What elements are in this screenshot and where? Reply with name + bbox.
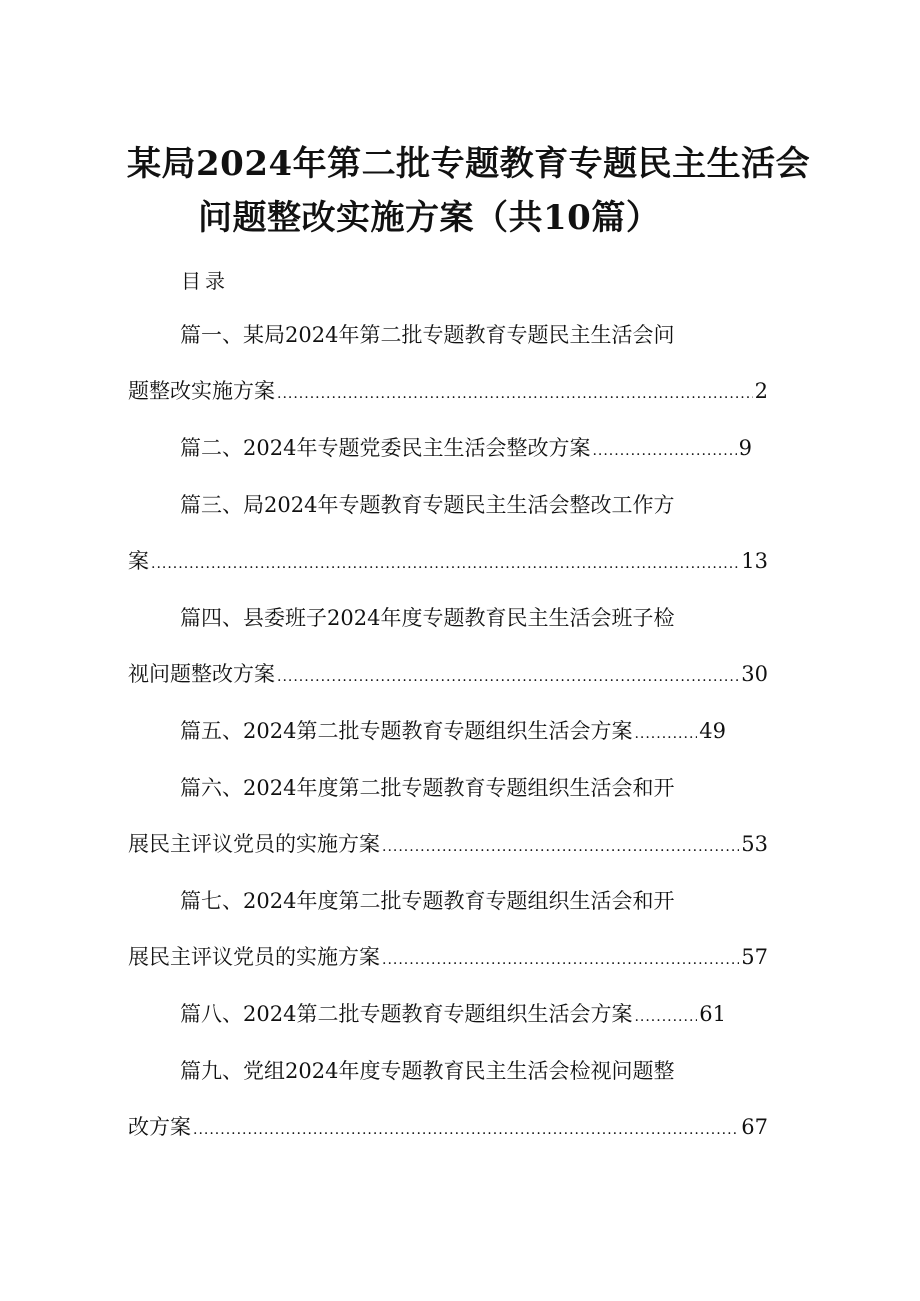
- toc-page-number: 2: [754, 379, 768, 403]
- toc-page-number: 67: [741, 1115, 768, 1139]
- toc-entry-4-line-2[interactable]: [128, 659, 768, 689]
- toc-entry-text: 视问题整改方案: [128, 662, 275, 686]
- toc-entry-text: 改方案: [128, 1115, 191, 1139]
- toc-leader-dots: [592, 436, 736, 466]
- document-title-line-2: 问题整改实施方案（共10篇）: [198, 198, 661, 238]
- toc-entry-text: 篇五、2024第二批专题教育专题组织生活会方案: [180, 719, 633, 743]
- toc-entry-1-line-1[interactable]: 篇一、某局2024年第二批专题教育专题民主生活会问: [180, 323, 675, 347]
- toc-leader-dots: [277, 379, 753, 409]
- toc-page-number: 57: [741, 945, 768, 969]
- toc-entry-text: 篇二、2024年专题党委民主生活会整改方案: [180, 436, 591, 460]
- toc-entry-3-line-1[interactable]: 篇三、局2024年专题教育专题民主生活会整改工作方: [180, 493, 675, 517]
- toc-entry-4-line-1[interactable]: 篇四、县委班子2024年度专题教育民主生活会班子检: [180, 606, 675, 630]
- toc-leader-dots: [382, 945, 739, 975]
- toc-heading: 目录: [181, 269, 229, 293]
- toc-page-number: 49: [699, 719, 726, 743]
- toc-leader-dots: [277, 662, 739, 692]
- toc-leader-dots: [382, 832, 739, 862]
- document-title-line-1: 某局2024年第二批专题教育专题民主生活会: [127, 144, 811, 184]
- toc-leader-dots: [193, 1115, 739, 1145]
- toc-page-number: 30: [741, 662, 768, 686]
- toc-entry-5[interactable]: [180, 716, 726, 746]
- toc-entry-1-line-2[interactable]: [128, 376, 768, 406]
- toc-entry-3-line-2[interactable]: [128, 546, 768, 576]
- toc-entry-text: 案: [128, 549, 149, 573]
- toc-entry-7-line-1[interactable]: 篇七、2024年度第二批专题教育专题组织生活会和开: [180, 889, 675, 913]
- toc-entry-text: 篇八、2024第二批专题教育专题组织生活会方案: [180, 1002, 633, 1026]
- toc-entry-9-line-2[interactable]: [128, 1112, 768, 1142]
- toc-entry-text: 展民主评议党员的实施方案: [128, 832, 380, 856]
- toc-entry-9-line-1[interactable]: 篇九、党组2024年度专题教育民主生活会检视问题整: [180, 1059, 675, 1083]
- toc-leader-dots: [634, 1002, 697, 1032]
- toc-entry-2[interactable]: [180, 433, 752, 463]
- toc-page-number: 9: [738, 436, 752, 460]
- toc-entry-6-line-1[interactable]: 篇六、2024年度第二批专题教育专题组织生活会和开: [180, 776, 675, 800]
- toc-entry-7-line-2[interactable]: [128, 942, 768, 972]
- toc-entry-6-line-2[interactable]: [128, 829, 768, 859]
- toc-leader-dots: [151, 549, 739, 579]
- toc-entry-text: 展民主评议党员的实施方案: [128, 945, 380, 969]
- toc-entry-8[interactable]: [180, 999, 726, 1029]
- toc-page-number: 13: [741, 549, 768, 573]
- toc-page-number: 61: [699, 1002, 726, 1026]
- toc-leader-dots: [634, 719, 697, 749]
- toc-page-number: 53: [741, 832, 768, 856]
- toc-entry-text: 题整改实施方案: [128, 379, 275, 403]
